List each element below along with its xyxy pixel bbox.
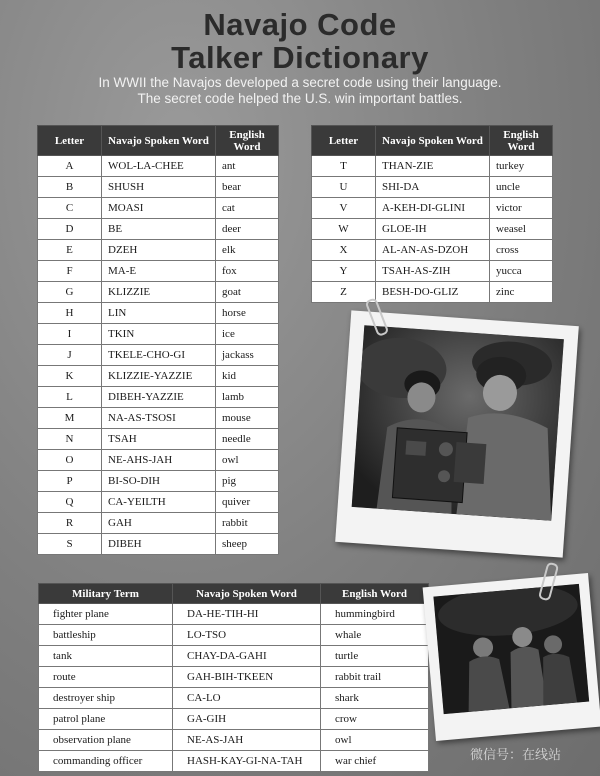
table-row [312,282,553,303]
cell-navajo-word: GAH [102,513,216,534]
cell-english-word: sheep [216,534,279,555]
table-row [312,261,553,282]
table-row [38,282,279,303]
header-english: English Word [216,126,279,156]
cell-military-term: tank [39,646,173,667]
cell-navajo-word: SHUSH [102,177,216,198]
cell-english-word: owl [216,450,279,471]
cell-navajo-word: GAH-BIH-TKEEN [173,667,321,688]
cell-navajo-word: AL-AN-AS-DZOH [376,240,490,261]
cell-navajo-word: BI-SO-DIH [102,471,216,492]
cell-military-term: battleship [39,625,173,646]
cell-military-term: fighter plane [39,604,173,625]
cell-english-word: owl [321,730,429,751]
table-row [39,688,429,709]
cell-navajo-word: GLOE-IH [376,219,490,240]
cell-letter: O [38,450,102,471]
table-row [38,471,279,492]
cell-english-word: deer [216,219,279,240]
cell-military-term: route [39,667,173,688]
cell-english-word: lamb [216,387,279,408]
cell-letter: G [38,282,102,303]
cell-navajo-word: KLIZZIE-YAZZIE [102,366,216,387]
cell-military-term: patrol plane [39,709,173,730]
cell-navajo-word: TSAH-AS-ZIH [376,261,490,282]
cell-letter: A [38,156,102,177]
cell-english-word: hummingbird [321,604,429,625]
military-terms-table [38,583,429,772]
photo-radio-operators [335,310,579,557]
cell-english-word: pig [216,471,279,492]
table-row [38,303,279,324]
page-title-line2: Talker Dictionary [171,40,429,75]
table-row [38,492,279,513]
header-english: English Word [321,584,429,604]
cell-letter: L [38,387,102,408]
table-row [38,387,279,408]
cell-navajo-word: TSAH [102,429,216,450]
table-row [312,240,553,261]
intro-text [0,75,600,107]
cell-letter: R [38,513,102,534]
cell-english-word: fox [216,261,279,282]
cell-navajo-word: LO-TSO [173,625,321,646]
watermark: 微信号：在线站 [470,748,562,763]
cell-english-word: goat [216,282,279,303]
table-row [312,219,553,240]
cell-letter: U [312,177,376,198]
cell-letter: J [38,345,102,366]
cell-letter: D [38,219,102,240]
table-row [39,625,429,646]
cell-navajo-word: CHAY-DA-GAHI [173,646,321,667]
table-row [312,156,553,177]
cell-english-word: turtle [321,646,429,667]
cell-military-term: commanding officer [39,751,173,772]
cell-english-word: zinc [490,282,553,303]
cell-navajo-word: TKELE-CHO-GI [102,345,216,366]
cell-navajo-word: THAN-ZIE [376,156,490,177]
cell-navajo-word: CA-LO [173,688,321,709]
cell-letter: M [38,408,102,429]
table-row [38,408,279,429]
radio-operators-image [352,325,564,521]
cell-english-word: war chief [321,751,429,772]
cell-letter: E [38,240,102,261]
table-row [38,219,279,240]
cell-english-word: ant [216,156,279,177]
cell-navajo-word: BE [102,219,216,240]
cell-english-word: turkey [490,156,553,177]
cell-navajo-word: WOL-LA-CHEE [102,156,216,177]
cell-letter: P [38,471,102,492]
header-letter: Letter [312,126,376,156]
intro-line1: In WWII the Navajos developed a secret code using their language. [98,75,502,90]
cell-navajo-word: DA-HE-TIH-HI [173,604,321,625]
cell-navajo-word: GA-GIH [173,709,321,730]
cell-navajo-word: TKIN [102,324,216,345]
table-row [39,646,429,667]
cell-letter: H [38,303,102,324]
cell-letter: F [38,261,102,282]
cell-letter: Q [38,492,102,513]
cell-military-term: observation plane [39,730,173,751]
cell-letter: K [38,366,102,387]
table-row [39,751,429,772]
cell-navajo-word: NA-AS-TSOSI [102,408,216,429]
cell-letter: N [38,429,102,450]
table-row [39,730,429,751]
cell-navajo-word: DIBEH-YAZZIE [102,387,216,408]
cell-english-word: quiver [216,492,279,513]
header-navajo: Navajo Spoken Word [102,126,216,156]
cell-letter: V [312,198,376,219]
cell-english-word: crow [321,709,429,730]
cell-navajo-word: A-KEH-DI-GLINI [376,198,490,219]
table-row [39,709,429,730]
cell-letter: X [312,240,376,261]
cell-letter: Z [312,282,376,303]
page-title-line1: Navajo Code [203,7,397,42]
header-military-term: Military Term [39,584,173,604]
jungle-group-image [433,584,589,714]
letters-table-left [37,125,279,555]
cell-english-word: yucca [490,261,553,282]
cell-navajo-word: KLIZZIE [102,282,216,303]
table-row [38,198,279,219]
cell-english-word: mouse [216,408,279,429]
letters-table-right [311,125,553,303]
cell-english-word: whale [321,625,429,646]
table-row [38,156,279,177]
cell-english-word: cross [490,240,553,261]
cell-military-term: destroyer ship [39,688,173,709]
cell-navajo-word: DZEH [102,240,216,261]
cell-english-word: victor [490,198,553,219]
intro-line2: The secret code helped the U.S. win important battles. [137,91,463,106]
cell-letter: B [38,177,102,198]
table-row [38,513,279,534]
table-row [38,345,279,366]
cell-navajo-word: LIN [102,303,216,324]
cell-english-word: cat [216,198,279,219]
cell-navajo-word: SHI-DA [376,177,490,198]
table-row [39,667,429,688]
cell-english-word: uncle [490,177,553,198]
header-navajo: Navajo Spoken Word [173,584,321,604]
cell-navajo-word: CA-YEILTH [102,492,216,513]
cell-english-word: needle [216,429,279,450]
header-navajo: Navajo Spoken Word [376,126,490,156]
cell-navajo-word: MA-E [102,261,216,282]
cell-navajo-word: BESH-DO-GLIZ [376,282,490,303]
cell-letter: S [38,534,102,555]
cell-letter: T [312,156,376,177]
table-row [38,534,279,555]
table-row [38,240,279,261]
cell-navajo-word: DIBEH [102,534,216,555]
cell-english-word: kid [216,366,279,387]
table-row [312,198,553,219]
cell-english-word: rabbit trail [321,667,429,688]
header-letter: Letter [38,126,102,156]
cell-navajo-word: HASH-KAY-GI-NA-TAH [173,751,321,772]
table-row [38,261,279,282]
cell-navajo-word: NE-AHS-JAH [102,450,216,471]
table-row [38,450,279,471]
cell-english-word: bear [216,177,279,198]
cell-english-word: horse [216,303,279,324]
table-row [38,366,279,387]
cell-english-word: rabbit [216,513,279,534]
cell-english-word: weasel [490,219,553,240]
table-row [39,604,429,625]
cell-english-word: elk [216,240,279,261]
cell-letter: Y [312,261,376,282]
table-row [38,324,279,345]
cell-english-word: jackass [216,345,279,366]
cell-navajo-word: NE-AS-JAH [173,730,321,751]
cell-letter: C [38,198,102,219]
cell-navajo-word: MOASI [102,198,216,219]
cell-letter: I [38,324,102,345]
header-english: English Word [490,126,553,156]
cell-english-word: shark [321,688,429,709]
cell-letter: W [312,219,376,240]
table-row [312,177,553,198]
table-row [38,177,279,198]
cell-english-word: ice [216,324,279,345]
table-row [38,429,279,450]
photo-jungle-group [423,573,600,741]
